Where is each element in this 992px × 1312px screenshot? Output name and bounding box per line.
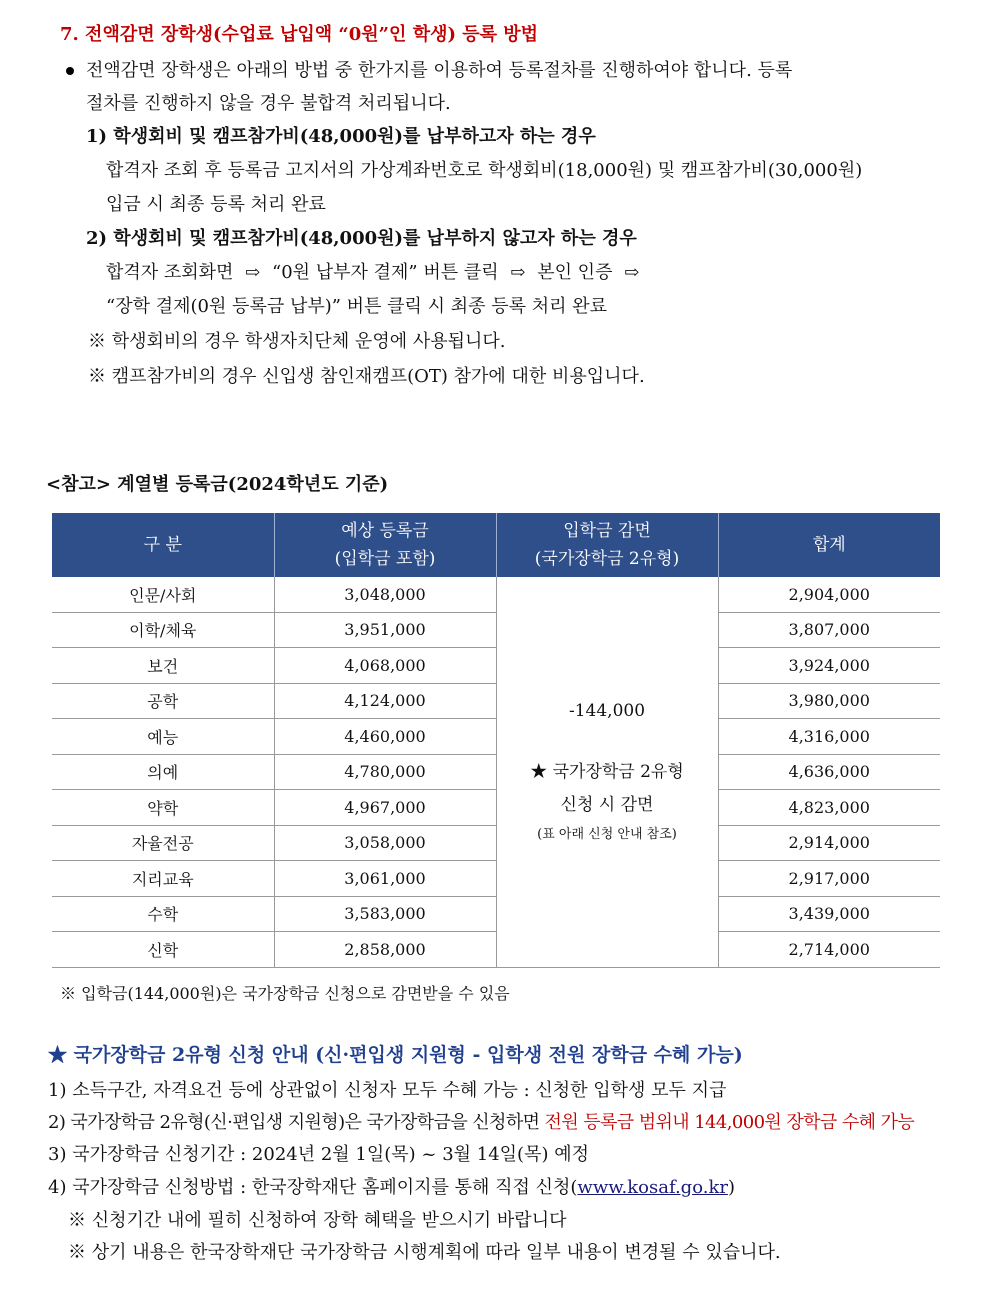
bullet-text-continued: 절차를 진행하지 않을 경우 불합격 처리됩니다. [86,93,451,114]
cell-expected: 3,048,000 [274,577,496,612]
national-item-4-suffix: ) [727,1177,735,1198]
reduction-note-continued: 신청 시 감면 [560,795,654,816]
national-item-2-text: 2) 국가장학금 2유형(신·편입생 지원형)은 국가장학금을 신청하면 [48,1112,545,1133]
cell-category: 이학/체육 [52,612,274,648]
national-scholarship-title: ★ 국가장학금 2유형 신청 안내 (신·편입생 지원형 - 입학생 전원 장학금 수혜 가능) [48,1044,743,1066]
cell-total: 4,636,000 [718,754,940,790]
cell-expected: 2,858,000 [274,932,496,968]
note-student-fee: ※ 학생회비의 경우 학생자치단체 운영에 사용됩니다. [88,331,506,352]
cell-total: 3,924,000 [718,648,940,684]
reference-title: <참고> 계열별 등록금(2024학년도 기준) [46,474,389,495]
cell-total: 4,823,000 [718,790,940,826]
tuition-table [52,513,940,968]
cell-expected: 4,460,000 [274,719,496,755]
reduction-reference: (표 아래 신청 안내 참조) [537,827,677,843]
section-title: 7. 전액감면 장학생(수업료 납입액 “0원”인 학생) 등록 방법 [60,24,539,45]
case2-steps [106,258,645,284]
right-arrow-icon: ⇨ [245,262,261,283]
cell-category: 의예 [52,754,274,790]
cell-total: 2,904,000 [718,577,940,612]
case2-step-lookup: 합격자 조회화면 [106,262,234,283]
case2-title: 2) 학생회비 및 캠프참가비(48,000원)를 납부하지 않고자 하는 경우 [86,228,637,249]
case1-title: 1) 학생회비 및 캠프참가비(48,000원)를 납부하고자 하는 경우 [86,126,596,147]
cell-expected: 4,780,000 [274,754,496,790]
cell-total: 2,914,000 [718,825,940,861]
case2-final-step: “장학 결제(0원 등록금 납부)” 버튼 클릭 시 최종 등록 처리 완료 [106,296,608,317]
header-expected-label: 예상 등록금 [341,521,429,541]
reduction-amount: -144,000 [568,701,646,722]
bullet-text: 전액감면 장학생은 아래의 방법 중 한가지를 이용하여 등록절차를 진행하여야 합니다. 등록 [86,60,793,81]
header-reduction-label: 입학금 감면 [563,521,651,541]
cell-expected: 3,583,000 [274,896,496,932]
case1-text-continued: 입금 시 최종 등록 처리 완료 [106,194,326,215]
header-expected-tuition [274,513,496,577]
cell-total: 4,316,000 [718,719,940,755]
right-arrow-icon: ⇨ [510,262,526,283]
cell-total: 3,439,000 [718,896,940,932]
national-item-4-text: 4) 국가장학금 신청방법 : 한국장학재단 홈페이지를 통해 직접 신청( [48,1177,578,1198]
national-note-1: ※ 신청기간 내에 필히 신청하여 장학 혜택을 받으시기 바랍니다 [68,1210,567,1231]
cell-category: 약학 [52,790,274,826]
cell-total: 2,917,000 [718,861,940,897]
header-total: 합계 [718,513,940,577]
cell-expected: 4,967,000 [274,790,496,826]
table-footnote: ※ 입학금(144,000원)은 국가장학금 신청으로 감면받을 수 있음 [60,984,510,1003]
header-category: 구 분 [52,513,274,577]
national-item-4 [48,1173,735,1199]
header-expected-sublabel: (입학금 포함) [334,549,436,569]
header-reduction-sublabel: (국가장학금 2유형) [534,549,680,569]
cell-expected: 3,061,000 [274,861,496,897]
cell-category: 지리교육 [52,861,274,897]
right-arrow-icon: ⇨ [624,262,640,283]
case1-text: 합격자 조회 후 등록금 고지서의 가상계좌번호로 학생회비(18,000원) 및 캠프참가비(30,000원) [106,160,863,181]
cell-category: 공학 [52,683,274,719]
cell-reduction-merged [496,577,718,967]
bullet-icon [66,67,74,75]
cell-expected: 3,058,000 [274,825,496,861]
national-item-3: 3) 국가장학금 신청기간 : 2024년 2월 1일(목) ~ 3월 14일(목) 예정 [48,1144,589,1165]
bullet-paragraph [66,56,792,82]
cell-category: 수학 [52,896,274,932]
national-item-2-highlight: 전원 등록금 범위내 144,000원 장학금 수혜 가능 [544,1112,915,1133]
cell-category: 자율전공 [52,825,274,861]
kosaf-link[interactable]: www.kosaf.go.kr [577,1177,728,1198]
cell-category: 신학 [52,932,274,968]
cell-category: 예능 [52,719,274,755]
reduction-note: ★ 국가장학금 2유형 [530,762,684,783]
case2-step-zero-payment: “0원 납부자 결제” 버튼 클릭 [272,262,499,283]
national-note-2: ※ 상기 내용은 한국장학재단 국가장학금 시행계획에 따라 일부 내용이 변경될 수 있습니다. [68,1242,781,1263]
header-reduction [496,513,718,577]
cell-total: 2,714,000 [718,932,940,968]
cell-expected: 3,951,000 [274,612,496,648]
cell-category: 인문/사회 [52,577,274,612]
note-camp-fee: ※ 캠프참가비의 경우 신입생 참인재캠프(OT) 참가에 대한 비용입니다. [88,366,645,387]
table-row [52,577,940,612]
cell-total: 3,807,000 [718,612,940,648]
cell-expected: 4,068,000 [274,648,496,684]
cell-expected: 4,124,000 [274,683,496,719]
national-item-1: 1) 소득구간, 자격요건 등에 상관없이 신청자 모두 수혜 가능 : 신청한 입학생 모두 지급 [48,1080,727,1101]
case2-step-auth: 본인 인증 [537,262,613,283]
cell-category: 보건 [52,648,274,684]
table-header-row [52,513,940,577]
national-item-2 [48,1108,914,1134]
cell-total: 3,980,000 [718,683,940,719]
